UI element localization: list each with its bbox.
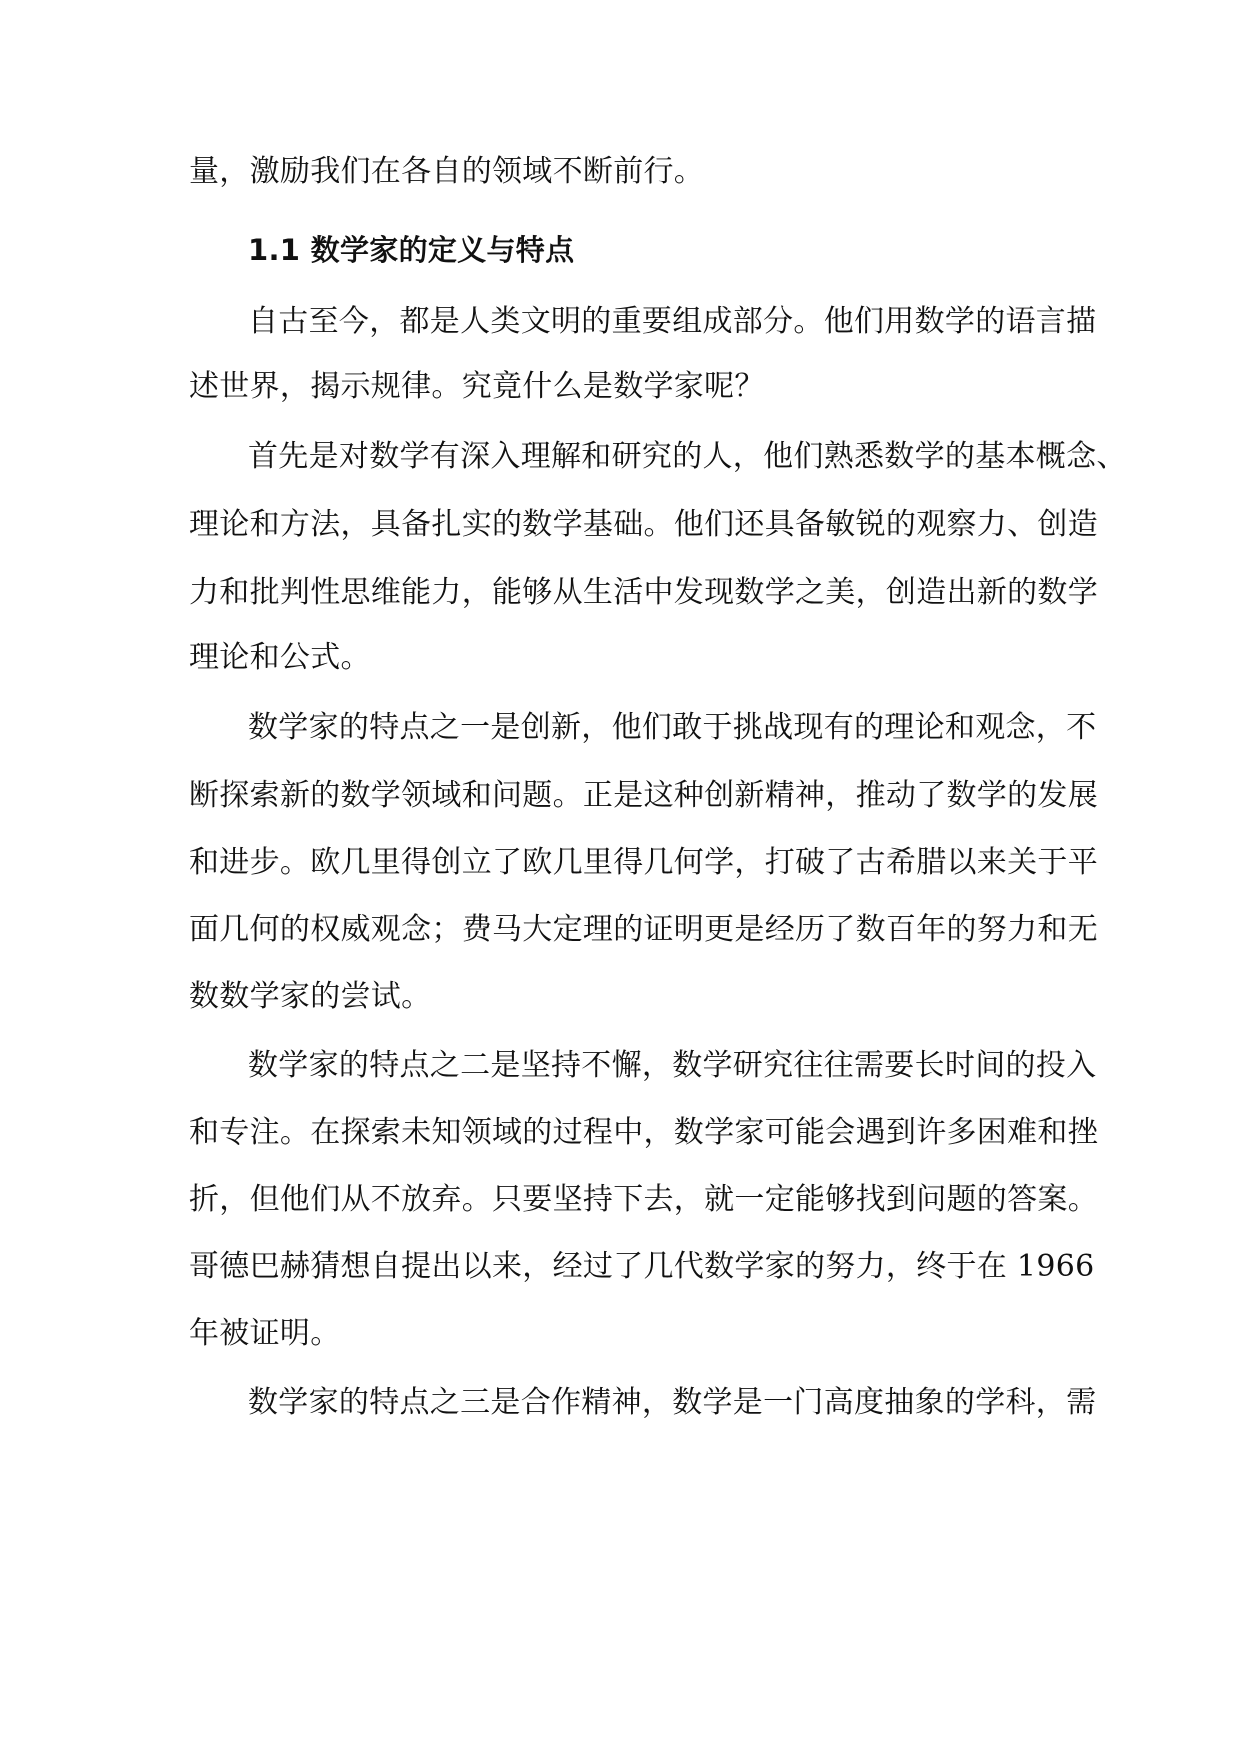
paragraph-line: 数数学家的尝试。 <box>189 979 432 1014</box>
paragraph-line: 数学家的特点之二是坚持不懈，数学研究往往需要长时间的投入 <box>248 1048 1097 1083</box>
paragraph-line: 自古至今，都是人类文明的重要组成部分。他们用数学的语言描 <box>248 304 1097 339</box>
paragraph-line: 量，激励我们在各自的领域不断前行。 <box>189 154 705 189</box>
section-heading: 1.1 数学家的定义与特点 <box>248 233 575 267</box>
paragraph-line: 和进步。欧几里得创立了欧几里得几何学，打破了古希腊以来关于平 <box>189 845 1098 880</box>
paragraph-line: 面几何的权威观念；费马大定理的证明更是经历了数百年的努力和无 <box>189 912 1098 947</box>
paragraph-line: 首先是对数学有深入理解和研究的人，他们熟悉数学的基本概念、 <box>248 439 1127 474</box>
paragraph-line: 述世界，揭示规律。究竟什么是数学家呢？ <box>189 369 765 404</box>
paragraph-line: 数学家的特点之一是创新，他们敢于挑战现有的理论和观念，不 <box>248 710 1097 745</box>
paragraph-line: 和专注。在探索未知领域的过程中，数学家可能会遇到许多困难和挫 <box>189 1115 1098 1150</box>
paragraph-line: 理论和公式。 <box>189 640 371 675</box>
paragraph-line: 折，但他们从不放弃。只要坚持下去，就一定能够找到问题的答案。 <box>189 1182 1098 1217</box>
paragraph-line: 年被证明。 <box>189 1316 341 1351</box>
paragraph-line: 力和批判性思维能力，能够从生活中发现数学之美，创造出新的数学 <box>189 575 1098 610</box>
paragraph-line: 数学家的特点之三是合作精神，数学是一门高度抽象的学科，需 <box>248 1385 1097 1420</box>
paragraph-line: 断探索新的数学领域和问题。正是这种创新精神，推动了数学的发展 <box>189 778 1098 813</box>
paragraph-line: 哥德巴赫猜想自提出以来，经过了几代数学家的努力，终于在 1966 <box>189 1249 1095 1284</box>
paragraph-line: 理论和方法，具备扎实的数学基础。他们还具备敏锐的观察力、创造 <box>189 507 1098 542</box>
